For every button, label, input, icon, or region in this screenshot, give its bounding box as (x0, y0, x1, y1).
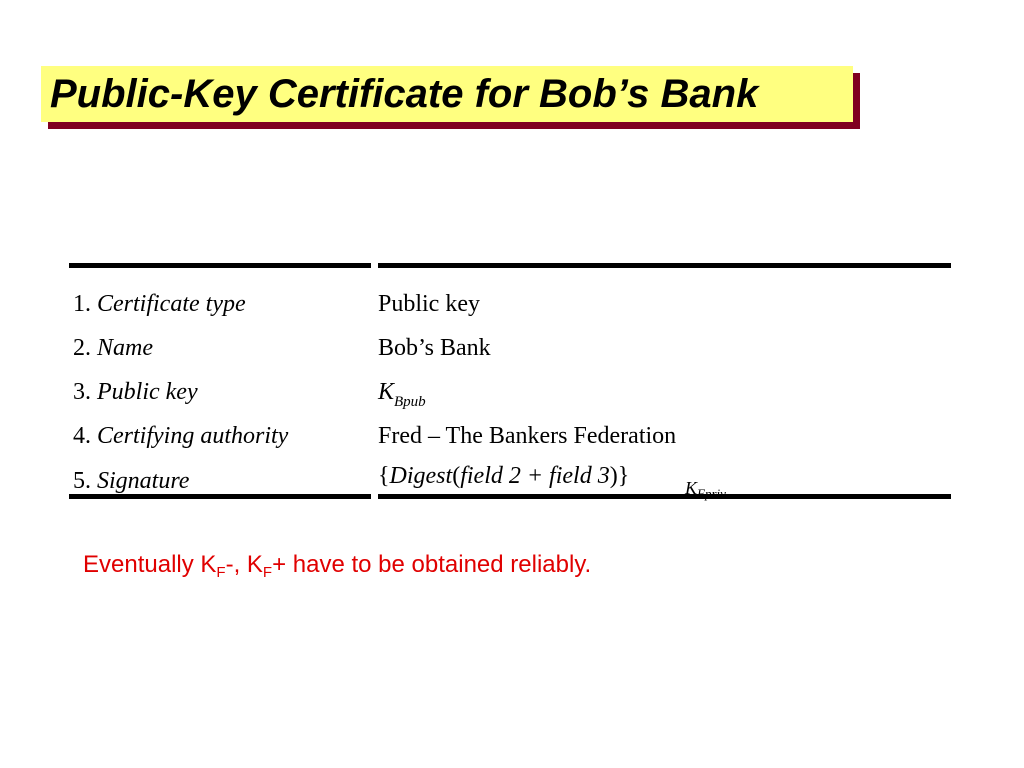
row-2-number: 2. (73, 335, 91, 361)
row-5-field (73, 467, 189, 495)
footnote-suffix: + have to be obtained reliably. (272, 551, 592, 578)
footnote-prefix: Eventually K (83, 551, 217, 578)
signature-paren-open: ( (452, 463, 461, 489)
row-3-field (73, 378, 198, 406)
public-key-subscript: Bpub (394, 394, 426, 410)
slide-title-banner (41, 66, 853, 122)
table-top-rule-right (378, 263, 951, 268)
row-1-value: Public key (378, 291, 480, 317)
table-top-rule-left (69, 263, 371, 268)
row-4-field (73, 422, 288, 450)
row-1-field (73, 290, 246, 318)
footnote-mid: -, K (225, 551, 263, 578)
row-5-number: 5. (73, 468, 91, 494)
row-1-label: Certificate type (97, 291, 246, 317)
signature-key (685, 473, 726, 504)
signature-close: )} (609, 463, 630, 489)
footnote-sub-2: F (262, 564, 273, 581)
footnote (83, 551, 591, 579)
row-4-label: Certifying authority (97, 423, 289, 449)
row-1-number: 1. (73, 291, 91, 317)
slide-title: Public-Key Certificate for Bob’s Bank (50, 71, 759, 116)
signature-key-subscript: Fpriv (697, 486, 726, 501)
signature-digest: Digest (389, 463, 453, 489)
signature-open-brace: { (378, 463, 390, 489)
footnote-sub-1: F (216, 564, 226, 581)
row-5-value (378, 462, 629, 490)
row-2-label: Name (97, 335, 153, 361)
row-2-field (73, 334, 153, 362)
row-3-value (378, 378, 426, 409)
row-4-value: Fred – The Bankers Federation (378, 423, 677, 449)
title-box (41, 66, 853, 122)
row-4-number: 4. (73, 423, 91, 449)
signature-key-symbol: K (685, 478, 698, 498)
row-3-number: 3. (73, 379, 91, 405)
table-bottom-rule-right (378, 494, 951, 499)
public-key-symbol: K (378, 379, 395, 405)
row-3-label: Public key (97, 379, 198, 405)
row-2-value: Bob’s Bank (378, 335, 491, 361)
row-5-label: Signature (97, 468, 190, 494)
signature-field-expr: field 2 + field 3 (460, 463, 610, 489)
